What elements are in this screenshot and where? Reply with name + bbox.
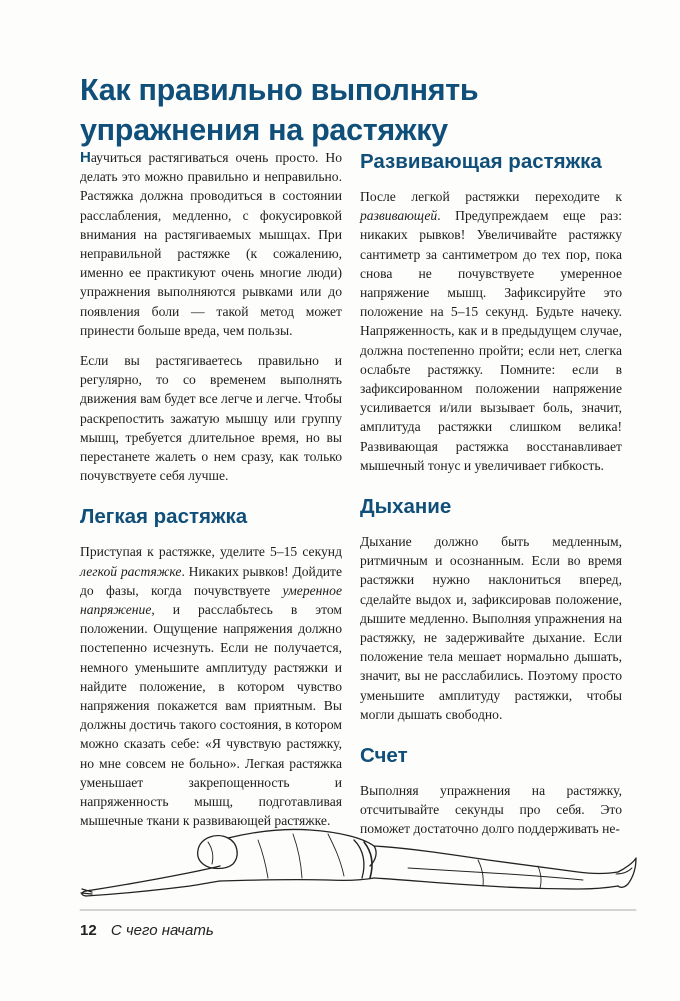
paragraph: Если вы растягиваетесь правильно и регулярно, то со временем выполнять движения вам будет все легче и легче. Чтобы раскрепостить зажатую мышцу или группу мышц, требуется длительное время, но вы перестанете жалеть о нем сразу, как только почувствуете себя лучше. <box>80 353 342 484</box>
breathing-paragraph: Дыхание должно быть медленным, ритмичным и осознанным. Если во время растяжки нужно наклониться вперед, сделайте выдох и, зафиксировав положение, дышите медленно. Выполняя упражнения на растяжку, не задерживайте дыхание. Если положение тела мешает нормально дышать, значит, вы не расслабились. Поэтому просто уменьшите амплитуду растяжки, чтобы могли дышать свободно. <box>360 534 622 722</box>
page-footer <box>80 922 214 939</box>
intro-paragraph: Научиться растягиваться очень просто. Но делать это можно правильно и неправильно. Растяжка должна проводиться в состоянии расслабления, медленно, с фокусировкой внимания на растягиваемых мышцах. При неправильной растяжке (к сожалению, именно ее практикуют очень многие люди) упражнения выполняются рывками или до появления боли — такой метод может принести больше вреда, чем пользы. <box>80 149 342 338</box>
developing-stretch-paragraph: После легкой растяжки переходите к развивающей. Предупреждаем еще раз: никаких рывков! Увеличивайте растяжку сантиметр за сантиметром до тех пор, пока снова не почувствуете умеренное напряжение мышц. Зафиксируйте это положение на 5–15 секунд. Будьте начеку. Напряженность, как и в предыдущем случае, должна постепенно пройти; если нет, слегка ослабьте растяжку. Помните: если в зафиксированном положении напряжение усиливается и/или вызывает боль, значит, амплитуда растяжки слишком велика! Развивающая растяжка восстанавливает мышечный тонус и увеличивает гибкость. <box>360 189 622 473</box>
easy-stretch-paragraph: Приступая к растяжке, уделите 5–15 секунд легкой растяжке. Никаких рывков! Дойдите до фазы, когда почувствуете умеренное напряжение, и расслабьтесь в этом положении. Ощущение напряжения должно постепенно исчезнуть. Если не получается, немного уменьшите амплитуду растяжки и найдите положение, в котором чувство напряжения покажется вам приятным. Вы должны достичь такого состояния, в котором можно сказать себе: «Я чувствую растяжку, но мне совсем не больно». Легкая растяжка уменьшает закрепощенность и напряженность мышц, подготавливая мышечные ткани к развивающей растяжке. <box>80 544 342 829</box>
easy-stretch-heading: Легкая растяжка <box>80 505 248 529</box>
drop-cap: Н <box>80 149 91 166</box>
breathing-heading: Дыхание <box>360 495 452 519</box>
counting-paragraph: Выполняя упражнения на растяжку, отсчитывайте секунды про себя. Это поможет достаточно долго поддерживать не- <box>360 783 622 837</box>
counting-heading: Счет <box>360 744 408 768</box>
left-column <box>80 148 342 842</box>
section-name: С чего начать <box>110 922 214 939</box>
page-number: 12 <box>80 922 97 939</box>
right-column <box>360 148 622 850</box>
developing-stretch-heading: Развивающая растяжка <box>360 150 602 173</box>
page-title: Как правильно выполнять упражнения на растяжку <box>80 73 479 147</box>
stretching-figure-illustration <box>78 818 638 918</box>
